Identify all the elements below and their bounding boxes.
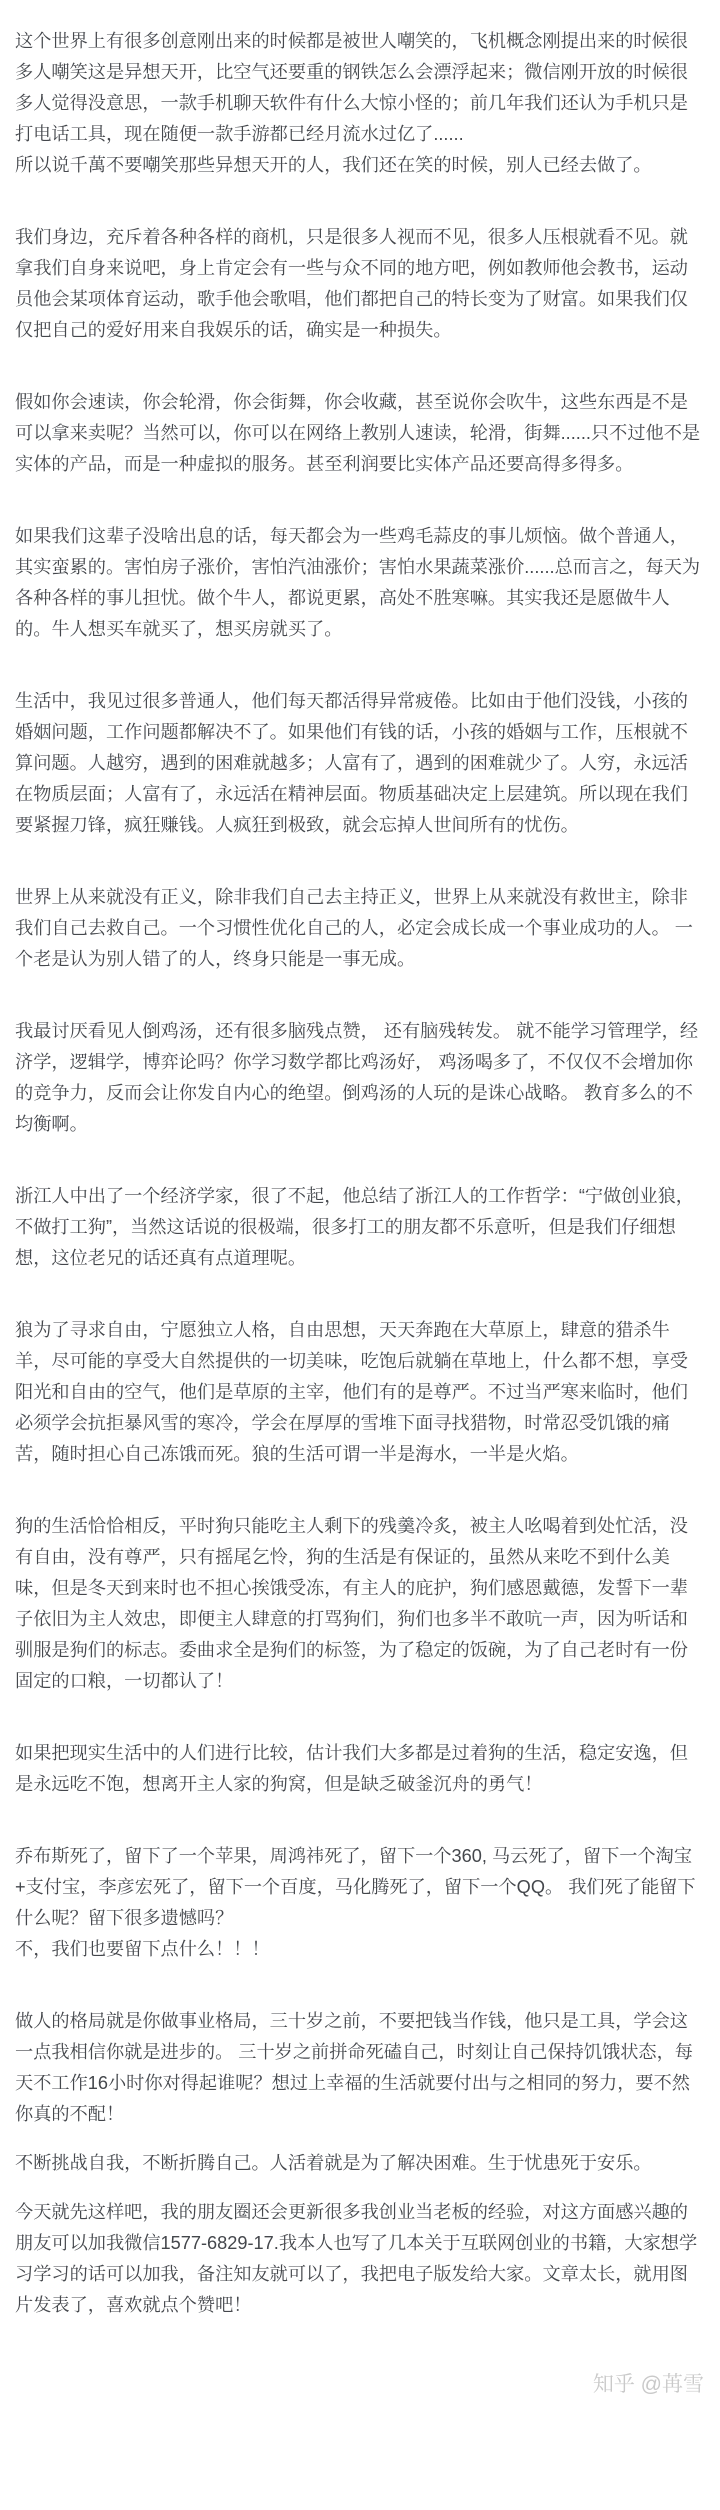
paragraph-life-pattern: 做人的格局就是你做事业格局，三十岁之前，不要把钱当作钱，他只是工具，学会这一点我相信你就是进步的。 三十岁之前拼命死磕自己，时刻让自己保持饥饿状态，每天不工作16小时你对得起谁呢？想过上幸福的生活就要付出与之相同的努力，要不然你真的不配！ (15, 2011, 693, 2124)
paragraph-line: 乔布斯死了，留下了一个苹果，周鸿祎死了，留下一个360, 马云死了，留下一个淘宝+支付宝，李彦宏死了，留下一个百度，马化腾死了，留下一个QQ。 我们死了能留下什么呢？留下很多遗憾吗？ (15, 1846, 696, 1928)
paragraph-no-justice-no-savior: 世界上从来就没有正义，除非我们自己去主持正义，世界上从来就没有救世主，除非我们自己去救自己。一个习惯性优化自己的人，必定会成长成一个事业成功的人。 一个老是认为别人错了的人，终身只能是一事无成。 (15, 887, 693, 969)
paragraph-challenge-self: 不断挑战自我，不断折腾自己。人活着就是为了解决困难。生于忧患死于安乐。 (15, 2153, 652, 2173)
paragraph-wolf-life: 狼为了寻求自由，宁愿独立人格，自由思想，天天奔跑在大草原上，肆意的猎杀牛羊，尽可能的享受大自然提供的一切美味，吃饱后就躺在草地上，什么都不想，享受阳光和自由的空气，他们是草原的主宰，他们有的是尊严。不过当严寒来临时，他们必须学会抗拒暴风雪的寒冷，学会在厚厚的雪堆下面寻找猎物，时常忍受饥饿的痛苦，随时担心自己冻饿而死。狼的生活可谓一半是海水，一半是火焰。 (15, 1320, 688, 1464)
paragraph-business-opportunities: 我们身边，充斥着各种各样的商机，只是很多人视而不见，很多人压根就看不见。就拿我们自身来说吧，身上肯定会有一些与众不同的地方吧，例如教师他会教书，运动员他会某项体育运动，歌手他会歌唱，他们都把自己的特长变为了财富。如果我们仅仅把自己的爱好用来自我娱乐的话，确实是一种损失。 (15, 227, 688, 340)
paragraph-line: 所以说千萬不要嘲笑那些异想天开的人，我们还在笑的时候，别人已经去做了。 (15, 155, 652, 175)
paragraph-mocked-ideas (15, 26, 705, 181)
paragraph-ordinary-life-worries: 如果我们这辈子没啥出息的话，每天都会为一些鸡毛蒜皮的事儿烦恼。做个普通人，其实蛮累的。害怕房子涨价，害怕汽油涨价；害怕水果蔬菜涨价......总而言之，每天为各种各样的事儿担忧。做个牛人，都说更累，高处不胜寒嘛。其实我还是愿做牛人的。牛人想买车就买了，想买房就买了。 (15, 526, 701, 639)
paragraph-chicken-soup: 我最讨厌看见人倒鸡汤，还有很多脑残点赞， 还有脑残转发。 就不能学习管理学，经济学，逻辑学，博弈论吗？你学习数学都比鸡汤好， 鸡汤喝多了，不仅仅不会增加你的竞争力，反而会让你发自内心的绝望。倒鸡汤的人玩的是诛心战略。 教育多么的不均衡啊。 (15, 1021, 699, 1134)
paragraph-dog-life: 狗的生活恰恰相反，平时狗只能吃主人剩下的残羹冷炙，被主人吆喝着到处忙活，没有自由，没有尊严，只有摇尾乞怜，狗的生活是有保证的，虽然从来吃不到什么美味，但是冬天到来时也不担心挨饿受冻，有主人的庇护，狗们感恩戴德，发誓下一辈子依旧为主人效忠，即便主人肆意的打骂狗们，狗们也多半不敢吭一声，因为听话和驯服是狗们的标志。委曲求全是狗们的标签，为了稳定的饭碗，为了自己老时有一份固定的口粮，一切都认了！ (15, 1516, 688, 1691)
paragraph-line: 这个世界上有很多创意刚出来的时候都是被世人嘲笑的，飞机概念刚提出来的时候很多人嘲笑这是异想天开，比空气还要重的钢铁怎么会漂浮起来；微信刚开放的时候很多人觉得没意思，一款手机聊天软件有什么大惊小怪的；前几年我们还认为手机只是打电话工具，现在随便一款手游都已经月流水过亿了...... (15, 31, 688, 144)
paragraph-zhejiang-economist: 浙江人中出了一个经济学家，很了不起，他总结了浙江人的工作哲学：“宁做创业狼，不做打工狗”，当然这话说的很极端，很多打工的朋友都不乐意听，但是我们仔细想想，这位老兄的话还真有点道理呢。 (15, 1186, 694, 1268)
zhihu-watermark: 知乎 @苒雪 (592, 2373, 704, 2396)
paragraph-people-comparison: 如果把现实生活中的人们进行比较，估计我们大多都是过着狗的生活，稳定安逸，但是永远吃不饱，想离开主人家的狗窝，但是缺乏破釜沉舟的勇气！ (15, 1743, 688, 1794)
paragraph-closing-wechat: 今天就先这样吧，我的朋友圈还会更新很多我创业当老板的经验，对这方面感兴趣的朋友可以加我微信1577-6829-17.我本人也写了几本关于互联网创业的书籍，大家想学习学习的话可以加我，备注知友就可以了，我把电子版发给大家。文章太长，就用图片发表了，喜欢就点个赞吧！ (15, 2202, 698, 2315)
paragraph-poor-vs-rich: 生活中，我见过很多普通人，他们每天都活得异常疲倦。比如由于他们没钱，小孩的婚姻问题，工作问题都解决不了。如果他们有钱的话，小孩的婚姻与工作，压根就不算问题。人越穷，遇到的困难就越多；人富有了，遇到的困难就少了。人穷，永远活在物质层面；人富有了，永远活在精神层面。物质基础决定上层建筑。所以现在我们要紧握刀锋，疯狂赚钱。人疯狂到极致，就会忘掉人世间所有的忧伤。 (15, 691, 688, 835)
paragraph-skills-can-sell: 假如你会速读，你会轮滑，你会街舞，你会收藏，甚至说你会吹牛，这些东西是不是可以拿来卖呢？当然可以，你可以在网络上教别人速读，轮滑，街舞......只不过他不是实体的产品，而是一种虚拟的服务。甚至利润要比实体产品还要高得多得多。 (15, 392, 701, 474)
paragraph-line: 不，我们也要留下点什么！！！ (15, 1939, 270, 1959)
paragraph-jobs-legacy (15, 1841, 705, 1965)
